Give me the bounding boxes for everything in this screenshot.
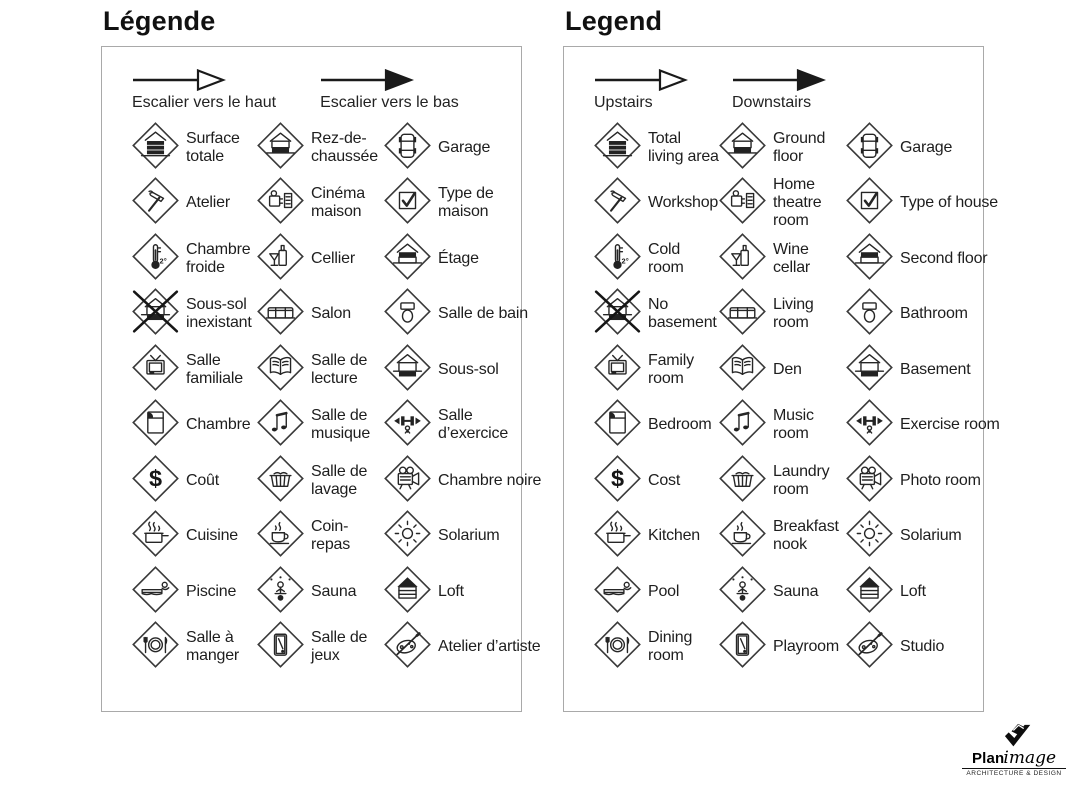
- legend-item-label: Salle de lavage: [311, 462, 368, 498]
- legend-item: [846, 122, 1004, 174]
- legend-item: [384, 233, 542, 285]
- second-floor-icon: [384, 233, 431, 285]
- wine-cellar-icon: [257, 233, 304, 285]
- legend-item: [594, 566, 719, 618]
- legend-item-label: Studio: [900, 638, 945, 656]
- legend-item-label: Kitchen: [648, 527, 700, 545]
- legend-box-french: [101, 46, 542, 712]
- legend-panel-french: [101, 4, 542, 712]
- legend-item-label: Atelier d’artiste: [438, 638, 541, 656]
- legend-item-label: Cellier: [311, 249, 355, 267]
- workshop-icon: [132, 177, 179, 229]
- stair-arrows-french: [132, 69, 521, 112]
- legend-item: [132, 455, 257, 507]
- arrow-stairs-up: [594, 69, 688, 112]
- legend-item-label: Atelier: [186, 194, 230, 212]
- legend-item: [594, 233, 719, 285]
- cost-icon: [594, 455, 641, 507]
- music-room-icon: [719, 399, 766, 451]
- legend-item-label: Cinéma maison: [311, 185, 365, 221]
- garage-icon: [384, 122, 431, 174]
- legend-item-label: Salle familiale: [186, 351, 243, 387]
- legend-item: [846, 233, 1004, 285]
- legend-item: [719, 233, 846, 285]
- legend-item: [257, 233, 384, 285]
- legend-item-label: Wine cellar: [773, 240, 811, 276]
- legend-item: [384, 510, 542, 562]
- kitchen-icon: [594, 510, 641, 562]
- legend-item: [257, 455, 384, 507]
- workshop-icon: [594, 177, 641, 229]
- studio-icon: [384, 621, 431, 673]
- legend-item-label: Type de maison: [438, 185, 494, 221]
- legend-item: [132, 122, 257, 174]
- legend-item-label: Garage: [900, 138, 953, 156]
- legend-item: [594, 399, 719, 451]
- family-room-icon: [594, 344, 641, 396]
- ground-floor-icon: [719, 122, 766, 174]
- solarium-icon: [384, 510, 431, 562]
- logo-tagline: ARCHITECTURE & DESIGN: [966, 770, 1062, 777]
- legend-item-label: Breakfast nook: [773, 518, 839, 554]
- legend-item-label: Music room: [773, 407, 814, 443]
- basement-icon: [846, 344, 893, 396]
- studio-icon: [846, 621, 893, 673]
- legend-item-label: Loft: [438, 582, 464, 600]
- up-stairs-arrow-icon: [594, 69, 688, 91]
- legend-item-label: Cuisine: [186, 527, 238, 545]
- legend-item: [132, 288, 257, 340]
- legend-item: [132, 621, 257, 673]
- legend-item: [384, 288, 542, 340]
- legend-item: [257, 399, 384, 451]
- legend-item-label: Living room: [773, 296, 814, 332]
- home-theatre-icon: [257, 177, 304, 229]
- legend-item: [257, 566, 384, 618]
- legend-item-label: Bathroom: [900, 305, 968, 323]
- type-of-house-icon: [384, 177, 431, 229]
- legend-item: [132, 177, 257, 229]
- wine-cellar-icon: [719, 233, 766, 285]
- legend-item-label: Surface totale: [186, 129, 240, 165]
- legend-item: [846, 399, 1004, 451]
- arrow-label: Upstairs: [594, 94, 653, 111]
- legend-item: [257, 177, 384, 229]
- breakfast-nook-icon: [719, 510, 766, 562]
- legend-item: [719, 566, 846, 618]
- legend-grid-english: [594, 120, 1000, 675]
- down-stairs-arrow-icon: [320, 69, 414, 91]
- legend-item: [257, 510, 384, 562]
- bedroom-icon: [594, 399, 641, 451]
- legend-item-label: Piscine: [186, 582, 237, 600]
- up-stairs-arrow-icon: [132, 69, 226, 91]
- playroom-icon: [257, 621, 304, 673]
- pool-icon: [594, 566, 641, 618]
- legend-item: [719, 288, 846, 340]
- legend-item-label: Garage: [438, 138, 491, 156]
- legend-item-label: Chambre froide: [186, 240, 251, 276]
- legend-item: [384, 566, 542, 618]
- laundry-room-icon: [257, 455, 304, 507]
- legend-item: [257, 288, 384, 340]
- legend-item: [384, 621, 542, 673]
- no-basement-icon: [594, 288, 641, 340]
- total-living-area-icon: [132, 122, 179, 174]
- brand-image: image: [1003, 747, 1057, 768]
- legend-box-english: [563, 46, 1000, 712]
- legend-title-french: Légende: [103, 6, 216, 36]
- legend-item: [132, 510, 257, 562]
- legend-grid-french: [132, 120, 542, 675]
- svg-text:$: $: [610, 465, 625, 492]
- type-of-house-icon: [846, 177, 893, 229]
- exercise-room-icon: [384, 399, 431, 451]
- total-living-area-icon: [594, 122, 641, 174]
- photo-room-icon: [384, 455, 431, 507]
- breakfast-nook-icon: [257, 510, 304, 562]
- music-room-icon: [257, 399, 304, 451]
- legend-item-label: Type of house: [900, 194, 998, 212]
- playroom-icon: [719, 621, 766, 673]
- bathroom-icon: [384, 288, 431, 340]
- legend-item: [132, 566, 257, 618]
- sauna-icon: [719, 566, 766, 618]
- stair-arrows-english: [594, 69, 983, 112]
- legend-item-label: Salle de jeux: [311, 629, 368, 665]
- legend-item: [719, 455, 846, 507]
- den-icon: [257, 344, 304, 396]
- legend-item-label: Exercise room: [900, 416, 1000, 434]
- legend-item: [719, 344, 846, 396]
- legend-item: [846, 177, 1004, 229]
- arrow-label: Escalier vers le haut: [132, 94, 277, 111]
- legend-item: [719, 621, 846, 673]
- legend-item-label: Solarium: [900, 527, 962, 545]
- legend-item: [719, 176, 846, 230]
- legend-item-label: Salon: [311, 305, 351, 323]
- legend-item-label: Sauna: [773, 582, 819, 600]
- legend-item: [719, 122, 846, 174]
- legend-item: [132, 233, 257, 285]
- legend-item: [384, 344, 542, 396]
- legend-item-label: Coût: [186, 471, 219, 489]
- legend-item: [594, 621, 719, 673]
- planimage-emblem-icon: [1000, 722, 1038, 752]
- legend-item: [257, 122, 384, 174]
- down-stairs-arrow-icon: [732, 69, 826, 91]
- legend-item-label: Photo room: [900, 471, 981, 489]
- legend-item-label: Solarium: [438, 527, 500, 545]
- legend-item: [384, 399, 542, 451]
- bathroom-icon: [846, 288, 893, 340]
- legend-item: [594, 122, 719, 174]
- arrow-label: Escalier vers le bas: [320, 94, 459, 111]
- legend-item-label: Second floor: [900, 249, 988, 267]
- legend-item-label: Rez-de-chaussée: [311, 129, 378, 165]
- family-room-icon: [132, 344, 179, 396]
- svg-text:$: $: [148, 465, 163, 492]
- legend-item: [594, 344, 719, 396]
- legend-item-label: Dining room: [648, 629, 693, 665]
- legend-item-label: Ground floor: [773, 129, 826, 165]
- legend-item-label: No basement: [648, 296, 717, 332]
- legend-panel-english: [563, 4, 1000, 712]
- laundry-room-icon: [719, 455, 766, 507]
- living-room-icon: [257, 288, 304, 340]
- legend-item-label: Salle à manger: [186, 629, 240, 665]
- svg-text:2°: 2°: [159, 256, 167, 266]
- dining-room-icon: [132, 621, 179, 673]
- legend-item: [132, 344, 257, 396]
- legend-item-label: Basement: [900, 360, 971, 378]
- legend-item-label: Laundry room: [773, 462, 830, 498]
- planimage-wordmark: [962, 747, 1066, 769]
- ground-floor-icon: [257, 122, 304, 174]
- legend-item-label: Salle de bain: [438, 305, 528, 323]
- legend-item: [594, 455, 719, 507]
- legend-item-label: Sauna: [311, 582, 357, 600]
- legend-item: [846, 455, 1004, 507]
- dining-room-icon: [594, 621, 641, 673]
- legend-item-label: Family room: [648, 351, 694, 387]
- loft-icon: [846, 566, 893, 618]
- cold-room-icon: [594, 233, 641, 285]
- legend-item-label: Sous-sol: [438, 360, 499, 378]
- legend-item: [384, 177, 542, 229]
- legend-item-label: Coin-repas: [311, 518, 351, 554]
- legend-item: [719, 399, 846, 451]
- svg-text:2°: 2°: [621, 256, 629, 266]
- legend-item-label: Salle de musique: [311, 407, 371, 443]
- legend-item-label: Workshop: [648, 194, 719, 212]
- home-theatre-icon: [719, 177, 766, 229]
- legend-item: [846, 344, 1004, 396]
- legend-item-label: Salle de lecture: [311, 351, 368, 387]
- legend-item: [594, 288, 719, 340]
- cost-icon: [132, 455, 179, 507]
- legend-item: [846, 621, 1004, 673]
- no-basement-icon: [132, 288, 179, 340]
- den-icon: [719, 344, 766, 396]
- legend-item-label: Salle d’exercice: [438, 407, 509, 443]
- exercise-room-icon: [846, 399, 893, 451]
- legend-item: [257, 344, 384, 396]
- legend-item-label: Total living area: [648, 129, 719, 165]
- basement-icon: [384, 344, 431, 396]
- legend-title-english: Legend: [565, 6, 663, 36]
- legend-item: [846, 566, 1004, 618]
- arrow-stairs-down: [320, 69, 459, 112]
- legend-item: [846, 288, 1004, 340]
- planimage-logo: [962, 722, 1066, 778]
- legend-item-label: Chambre: [186, 416, 251, 434]
- legend-item: [846, 510, 1004, 562]
- second-floor-icon: [846, 233, 893, 285]
- legend-item: [594, 177, 719, 229]
- cold-room-icon: [132, 233, 179, 285]
- arrow-stairs-down: [732, 69, 826, 112]
- brand-plan: Plan: [971, 749, 1005, 767]
- legend-item-label: Home theatre room: [773, 176, 822, 230]
- bedroom-icon: [132, 399, 179, 451]
- legend-item: [384, 122, 542, 174]
- legend-item-label: Chambre noire: [438, 471, 542, 489]
- legend-item-label: Sous-sol inexistant: [186, 296, 252, 332]
- living-room-icon: [719, 288, 766, 340]
- legend-item: [384, 455, 542, 507]
- solarium-icon: [846, 510, 893, 562]
- legend-item-label: Loft: [900, 582, 926, 600]
- legend-item: [719, 510, 846, 562]
- arrow-stairs-up: [132, 69, 276, 112]
- legend-item-label: Playroom: [773, 638, 839, 656]
- loft-icon: [384, 566, 431, 618]
- legend-item-label: Cold room: [648, 240, 684, 276]
- legend-item-label: Bedroom: [648, 416, 712, 434]
- photo-room-icon: [846, 455, 893, 507]
- legend-item: [257, 621, 384, 673]
- legend-item: [594, 510, 719, 562]
- sauna-icon: [257, 566, 304, 618]
- legend-item-label: Étage: [438, 249, 479, 267]
- legend-item-label: Cost: [648, 471, 681, 489]
- arrow-label: Downstairs: [732, 94, 812, 111]
- legend-item-label: Pool: [648, 582, 680, 600]
- kitchen-icon: [132, 510, 179, 562]
- garage-icon: [846, 122, 893, 174]
- legend-item: [132, 399, 257, 451]
- pool-icon: [132, 566, 179, 618]
- legend-item-label: Den: [773, 360, 802, 378]
